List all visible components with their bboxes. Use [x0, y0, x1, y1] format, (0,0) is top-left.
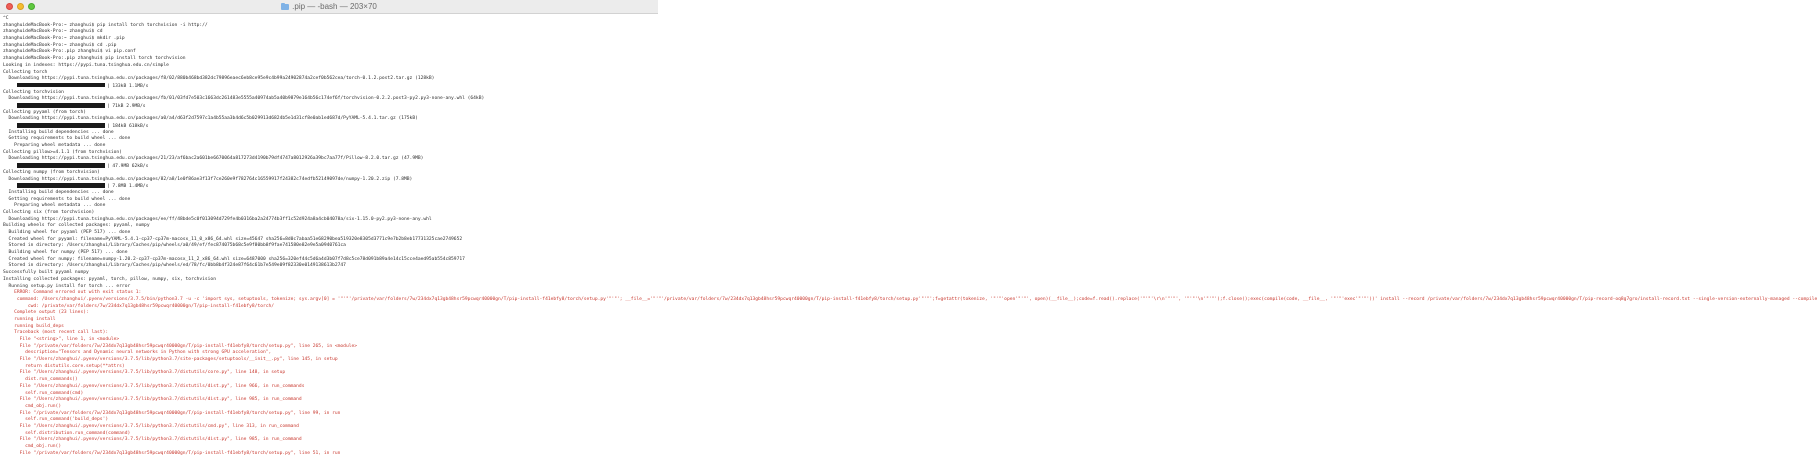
terminal-line-text: Installing collected packages: pyyaml, torch, pillow, numpy, six, torchvision: [3, 276, 216, 282]
terminal-line-text: | 184kB 618kB/s: [106, 124, 149, 129]
terminal-line-text: Downloading https://pypi.tuna.tsinghua.edu.cn/packages/f8/02/880b468bd382dc79896eaec6eb8ce95e9c4b99a24902874a2cef0b562cea/torch-0.1.2.post2.tar.gz (128kB): [3, 76, 435, 82]
terminal-line: [3, 203, 655, 210]
terminal-line: [3, 143, 655, 150]
terminal-line-text: File "/Users/zhanghui/.pyenv/versions/3.7.5/lib/python3.7/distutils/core.py", line 148, in setup: [3, 370, 286, 376]
terminal-line-text: zhanghuideMacBook-Pro:~ zhanghui$ cd: [3, 29, 103, 35]
terminal-line-text: File "<string>", line 1, in <module>: [3, 337, 120, 342]
terminal-line-text: description="Tensors and Dynamic neural networks in Python with strong GPU acceleration",: [3, 350, 272, 356]
terminal-line: [3, 397, 655, 404]
terminal-line-text: File "/private/var/folders/7w/234dx7q13gb48hsr59pcwqr40000gn/T/pip-install-f41ebfy8/torch/setup.py", line 51, in run: [3, 450, 341, 456]
terminal-line: [3, 404, 655, 411]
terminal-line: [3, 263, 655, 270]
terminal-line: [3, 304, 655, 311]
progress-bar: [17, 123, 105, 128]
terminal-line: [3, 96, 655, 103]
terminal-line: [3, 270, 655, 277]
terminal-line: [3, 56, 655, 63]
terminal-line-text: Building wheel for numpy (PEP 517) ... done: [3, 250, 128, 256]
terminal-line-text: cwd: /private/var/folders/7w/234dx7q13gb48hsr59pcwqr40000gn/T/pip-install-f41ebfy8/torch/: [3, 303, 275, 309]
terminal-line: [3, 170, 655, 177]
terminal-line-text: File "/private/var/folders/7w/234dx7q13gb48hsr59pcwqr40000gn/T/pip-install-f41ebfy8/torch/setup.py", line 99, in run: [3, 410, 341, 416]
terminal-line-text: Complete output (23 lines):: [3, 310, 89, 316]
terminal-line-text: File "/Users/zhanghui/.pyenv/versions/3.7.5/lib/python3.7/distutils/dist.py", line 985, in run_command: [3, 397, 302, 403]
terminal-line: [3, 310, 655, 317]
terminal-line-text: Traceback (most recent call last):: [3, 330, 109, 336]
terminal-line-text: File "/Users/zhanghui/.pyenv/versions/3.7.5/lib/python3.7/site-packages/setuptools/__init__.py", line 145, in setup: [3, 357, 338, 363]
terminal-line: [3, 296, 1817, 304]
terminal-line: [3, 317, 655, 324]
terminal-line: [3, 183, 655, 190]
terminal-line: [3, 76, 655, 83]
terminal-line-text: Building wheel for pyyaml (PEP 517) ... done: [3, 230, 131, 235]
terminal-line-text: Stored in directory: /Users/zhanghui/Library/Caches/pip/wheels/a0/49/ef/fec874075b68c5e9f80bb8f9fae741580e82e9e5a0940761ca: [3, 243, 346, 249]
terminal-line-text: Collecting torchvision: [3, 89, 64, 95]
terminal-line-text: self.distribution.run_command(command): [3, 430, 131, 436]
terminal-line-text: Successfully built pyyaml numpy: [3, 270, 89, 276]
terminal-line-text: | 71kB 2.9MB/s: [106, 103, 146, 109]
terminal-line: [3, 250, 655, 257]
terminal-line-text: Collecting numpy (from torchvision): [3, 169, 100, 175]
terminal-line-text: zhanghuideMacBook-Pro:~ zhanghui$ pip install torch torchvision -i http://: [3, 22, 208, 28]
terminal-line-text: Installing build dependencies ... done: [3, 189, 114, 195]
window-title: .pip — -bash — 203×70: [292, 2, 377, 11]
progress-bar: [17, 103, 105, 108]
terminal-line-text: Looking in indexes: https://pypi.tuna.tsinghua.edu.cn/simple: [3, 62, 169, 68]
terminal-line: [3, 223, 655, 230]
terminal-line-text: Installing build dependencies ... done: [3, 129, 114, 135]
terminal-line: [3, 337, 655, 344]
terminal-line-text: Downloading https://pypi.tuna.tsinghua.edu.cn/packages/82/a8/1e0f86ae3f13f7ce260e9f782764c16559917f24382c74edfb52149097de/numpy-1.20.2.zip (7.8MB): [3, 176, 413, 182]
terminal-line-text: File "/private/var/folders/7w/234dx7q13gb48hsr59pcwqr40000gn/T/pip-install-f41ebfy8/torch/setup.py", line 265, in <module>: [3, 343, 358, 349]
terminal-line-text: | 133kB 1.1MB/s: [106, 83, 149, 89]
terminal-line-text: command: /Users/zhanghui/.pyenv/versions/3.7.5/bin/python3.7 -u -c 'import sys, setuptools, tokenize; sys.argv[0] = '"'"'/private/var/folders/7w/234dx7q13gb48hsr59pcwqr40000gn/T/pip-install-f41ebfy8/torch/setup.py'"'"'; __file__='"'"'/private/var/folders/7w/234dx7q13gb48hsr59pcwqr40000gn/T/pip-install-f41ebfy8/torch/setup.py'"'"';f=getattr(tokenize, '"'"'open'"'"', open)(__file__);code=f.read().replace('"'"'\r\n'"'"', '"'"'\n'"'"');f.close();exec(compile(code, __file__, '"'"'exec'"'"'))' install --record /private/var/folders/7w/234dx7q13gb48hsr59pcwqr40000gn/T/pip-record-oq8g7gro/install-record.txt --single-version-externally-managed --compile: [3, 296, 1817, 302]
terminal-line: [3, 210, 655, 217]
terminal-line-text: Downloading https://pypi.tuna.tsinghua.edu.cn/packages/fb/01/03fd7e503c1663dc261483e5555a40974ab5a40b9879e164b56c174ef6f/torchvision-0.2.2.post3-py2.py3-none-any.whl (64kB): [3, 96, 485, 102]
progress-bar: [17, 163, 105, 168]
terminal-line-text: Collecting pyyaml (from torch): [3, 109, 86, 115]
progress-bar: [17, 83, 105, 88]
terminal-line-text: Downloading https://pypi.tuna.tsinghua.edu.cn/packages/ee/ff/48bde5c0f013094d729fe4b0316ba2a24774b3ff1c52d924a8a4cb04078a/six-1.15.0-py2.py3-none-any.whl: [3, 216, 432, 222]
terminal-line-text: zhanghuideMacBook-Pro:~ zhanghui$ cd .pip: [3, 42, 117, 48]
terminal-line: [3, 83, 655, 90]
terminal-line-text: zhanghuideMacBook-Pro:~ zhanghui$ mkdir .pip: [3, 36, 125, 42]
terminal-line-text: ^C: [3, 16, 9, 21]
terminal-line-text: self.run_command(cmd): [3, 390, 84, 396]
terminal-line: [3, 417, 655, 424]
terminal-line-text: dist.run_commands(): [3, 377, 78, 383]
terminal-line-text: File "/Users/zhanghui/.pyenv/versions/3.7.5/lib/python3.7/distutils/dist.py", line 966, in run_commands: [3, 383, 305, 389]
terminal-line-text: Collecting six (from torchvision): [3, 209, 95, 215]
terminal-line: [3, 230, 655, 237]
terminal-line-text: File "/Users/zhanghui/.pyenv/versions/3.7.5/lib/python3.7/distutils/dist.py", line 985, in run_command: [3, 437, 302, 443]
terminal-line-text: zhanghuideMacBook-Pro:.pip zhanghui$ pip install torch torchvision: [3, 56, 186, 62]
terminal-line: [3, 377, 655, 384]
terminal-line: [3, 36, 655, 43]
terminal-line: [3, 437, 655, 444]
terminal-line-text: Collecting pillow>=4.1.1 (from torchvision): [3, 149, 122, 155]
terminal-line-text: Running setup.py install for torch ... error: [3, 283, 131, 289]
terminal-line-text: Collecting torch: [3, 69, 48, 75]
terminal-line: [3, 116, 655, 123]
terminal-line-text: Created wheel for pyyaml: filename=PyYAML-5.4.1-cp37-cp37m-macosx_11_0_x86_64.whl size=45647 sha256=8d0c7abaa51e68290bea519320e8305d3771c9e7b2b8eb17731325cae2749652: [3, 236, 463, 242]
terminal-line-text: Preparing wheel metadata ... done: [3, 143, 106, 149]
terminal-line: [3, 451, 655, 457]
terminal-line-text: return distutils.core.setup(**attrs): [3, 363, 125, 369]
terminal-line-text: | 7.8MB 1.4MB/s: [106, 184, 149, 190]
folder-icon: [281, 4, 289, 10]
terminal-line: [3, 290, 655, 297]
terminal-line-text: running build_deps: [3, 323, 64, 329]
terminal-line: [3, 444, 655, 451]
terminal-line-text: File "/Users/zhanghui/.pyenv/versions/3.7.5/lib/python3.7/distutils/cmd.py", line 313, in run_command: [3, 423, 299, 429]
terminal-line-text: Downloading https://pypi.tuna.tsinghua.edu.cn/packages/21/23/af6bac2a601be6670064a817273d4190b79df4747a8012926a39bc7aa77f/Pillow-8.2.0.tar.gz (47.9MB): [3, 156, 424, 162]
terminal-line-text: Preparing wheel metadata ... done: [3, 203, 106, 209]
terminal-line-text: zhanghuideMacBook-Pro:.pip zhanghui$ vi pip.conf: [3, 49, 136, 55]
terminal-line: [3, 63, 655, 70]
terminal-line: [3, 357, 655, 364]
terminal-line: [3, 123, 655, 130]
terminal-line-text: Created wheel for numpy: filename=numpy-1.20.2-cp37-cp37m-macosx_11_2_x86_64.whl size=6487000 sha256=320ef44c5d6a4d3b07f7d8c5ce78d091b89a4e14c15cce4aed95ab554c859717: [3, 256, 465, 262]
terminal-line: [3, 424, 655, 431]
terminal-line: [3, 370, 655, 377]
terminal-line: [3, 156, 655, 163]
terminal-line-text: Building wheels for collected packages: pyyaml, numpy: [3, 223, 150, 229]
title-bar: [0, 0, 658, 14]
terminal-line-text: cmd_obj.run(): [3, 403, 62, 409]
progress-bar: [17, 183, 105, 188]
terminal-line: [3, 277, 655, 284]
terminal-line-text: ERROR: Command errored out with exit status 1:: [3, 290, 142, 296]
window-title-area: [0, 2, 658, 11]
terminal-line: [3, 384, 655, 391]
terminal-line: [3, 190, 655, 197]
terminal-line: [3, 103, 655, 110]
terminal-line: [3, 16, 655, 23]
terminal-line-text: Downloading https://pypi.tuna.tsinghua.edu.cn/packages/a0/a4/d63f2d7597c1a4b55aa3b4d6c5b029913d6824b5e1d31cf8e0ab1ed687d/PyYAML-5.4.1.tar.gz (175kB): [3, 116, 418, 122]
terminal-line-text: | 47.9MB 62kB/s: [106, 164, 149, 170]
terminal-line: [3, 177, 655, 184]
terminal-line: [3, 163, 655, 170]
terminal-output[interactable]: [0, 14, 1817, 457]
terminal-line-text: running install: [3, 316, 56, 322]
terminal-line-text: Stored in directory: /Users/zhanghui/Library/Caches/pip/wheels/ed/78/fc/0bb8b4f324e87f64c61b7e549e09f82330e0149138613b2747: [3, 263, 346, 269]
terminal-line-text: Getting requirements to build wheel ... done: [3, 136, 131, 142]
terminal-line-text: cmd_obj.run(): [3, 444, 62, 449]
terminal-line-text: self.run_command('build_deps'): [3, 417, 109, 423]
terminal-line: [3, 330, 655, 337]
terminal-line-text: Getting requirements to build wheel ... done: [3, 196, 131, 202]
